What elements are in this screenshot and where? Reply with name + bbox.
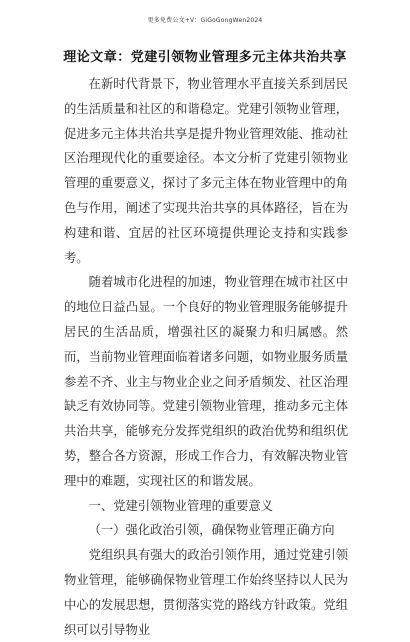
document-title: 理论文章：党建引领物业管理多元主体共治共享: [63, 50, 347, 65]
subsection-heading-1: （一）强化政治引领，确保物业管理正确方向: [88, 523, 335, 538]
paragraph-political-guidance: 党组织具有强大的政治引领作用，通过党建引领物业管理，能够确保物业管理工作始终坚持以人民为中心的发展思想，贯彻落实党的路线方针政策。党组织可以引导物业: [64, 548, 348, 637]
paragraph-intro: 在新时代背景下，物业管理水平直接关系到居民的生活质量和社区的和谐稳定。党建引领物业管理，促进多元主体共治共享是提升物业管理效能、推动社区治理现代化的重要途径。本文分析了党建引领物业管理的重要意义，探讨了多元主体在物业管理中的角色与作用，阐述了实现共治共享的具体路径，旨在为构建和谐、宜居的社区环境提供理论支持和实践参考。: [64, 77, 348, 265]
document-body: [64, 72, 348, 642]
paragraph-background: 随着城市化进程的加速，物业管理在城市社区中的地位日益凸显。一个良好的物业管理服务能够提升居民的生活品质，增强社区的凝聚力和归属感。然而，当前物业管理面临着诸多问题，如物业服务质量参差不齐、业主与物业企业之间矛盾频发、社区治理缺乏有效协同等。党建引领物业管理，推动多元主体共治共享，能够充分发挥党组织的政治优势和组织优势，整合各方资源，形成工作合力，有效解决物业管理中的难题，实现社区的和谐发展。: [64, 275, 348, 488]
section-heading-1: 一、党建引领物业管理的重要意义: [88, 498, 274, 513]
header-note: 更多免费公文+V：GiGoGongWen2024: [147, 17, 263, 24]
